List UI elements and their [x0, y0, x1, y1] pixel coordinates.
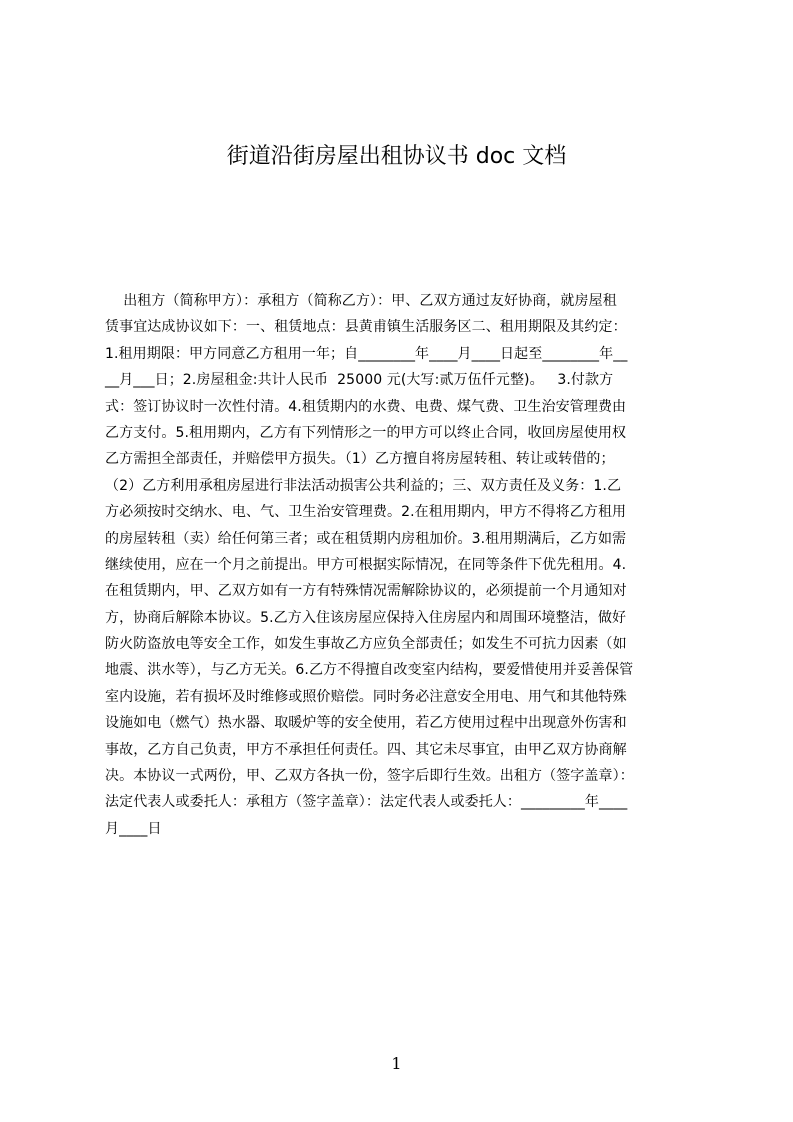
body-line: 防火防盗放电等安全工作，如发生事故乙方应负全部责任；如发生不可抗力因素（如 [105, 636, 627, 653]
body-line: 乙方支付。5.租用期内，乙方有下列情形之一的甲方可以终止合同，收回房屋使用权 [105, 424, 627, 441]
body-line: 赁事宜达成协议如下：一、租赁地点：县黄甫镇生活服务区二、租用期限及其约定： [105, 319, 627, 336]
body-line: 式：签订协议时一次性付清。4.租赁期内的水费、电费、煤气费、卫生治安管理费由 [105, 398, 627, 415]
body-line: 地震、洪水等），与乙方无关。6.乙方不得擅自改变室内结构，要爱惜使用并妥善保管 [105, 662, 634, 679]
body-line: 月____日 [105, 820, 162, 837]
body-line: （2）乙方利用承租房屋进行非法活动损害公共利益的；三、双方责任及义务：1.乙 [105, 477, 622, 494]
body-line: 乙方需担全部责任，并赔偿甲方损失。（1）乙方擅自将房屋转租、转让或转借的； [105, 451, 615, 468]
body-line: 设施如电（燃气）热水器、取暖炉等的安全使用，若乙方使用过程中出现意外伤害和 [105, 715, 627, 732]
body-line: 决。本协议一式两份，甲、乙双方各执一份，签字后即行生效。出租方（签字盖章）： [105, 768, 634, 785]
body-line: 继续使用，应在一个月之前提出。甲方可根据实际情况，在同等条件下优先租用。4. [105, 556, 627, 573]
body-line: 1.租用期限：甲方同意乙方租用一年；自________年____月____日起至________年__ [105, 345, 628, 362]
page-number: 1 [391, 1054, 402, 1073]
body-line: 在租赁期内，甲、乙双方如有一方有特殊情况需解除协议的，必须提前一个月通知对 [105, 583, 627, 600]
body-line: __月___日；2.房屋租金:共计人民币 25000 元(大写:贰万伍仟元整)。 3.付款方 [105, 372, 614, 389]
body-line: 室内设施，若有损坏及时维修或照价赔偿。同时务必注意安全用电、用气和其他特殊 [105, 688, 627, 705]
body-line: 方必须按时交纳水、电、气、卫生治安管理费。2.在租用期内，甲方不得将乙方租用 [105, 504, 627, 521]
body-line: 的房屋转租（卖）给任何第三者；或在租赁期内房租加价。3.租用期满后，乙方如需 [105, 530, 627, 547]
body-line: 法定代表人或委托人：承租方（签字盖章）：法定代表人或委托人：_________年____ [105, 794, 628, 811]
body-line: 方，协商后解除本协议。5.乙方入住该房屋应保持入住房屋内和周围环境整洁，做好 [105, 609, 627, 626]
body-line: 出租方（简称甲方）：承租方（简称乙方）：甲、乙双方通过友好协商，就房屋租 [105, 293, 617, 309]
agreement-body [105, 288, 705, 842]
body-line: 事故，乙方自己负责，甲方不承担任何责任。四、其它未尽事宜，由甲乙双方协商解 [105, 741, 627, 758]
document-title: 街道沿街房屋出租协议书 doc 文档 [226, 144, 567, 169]
